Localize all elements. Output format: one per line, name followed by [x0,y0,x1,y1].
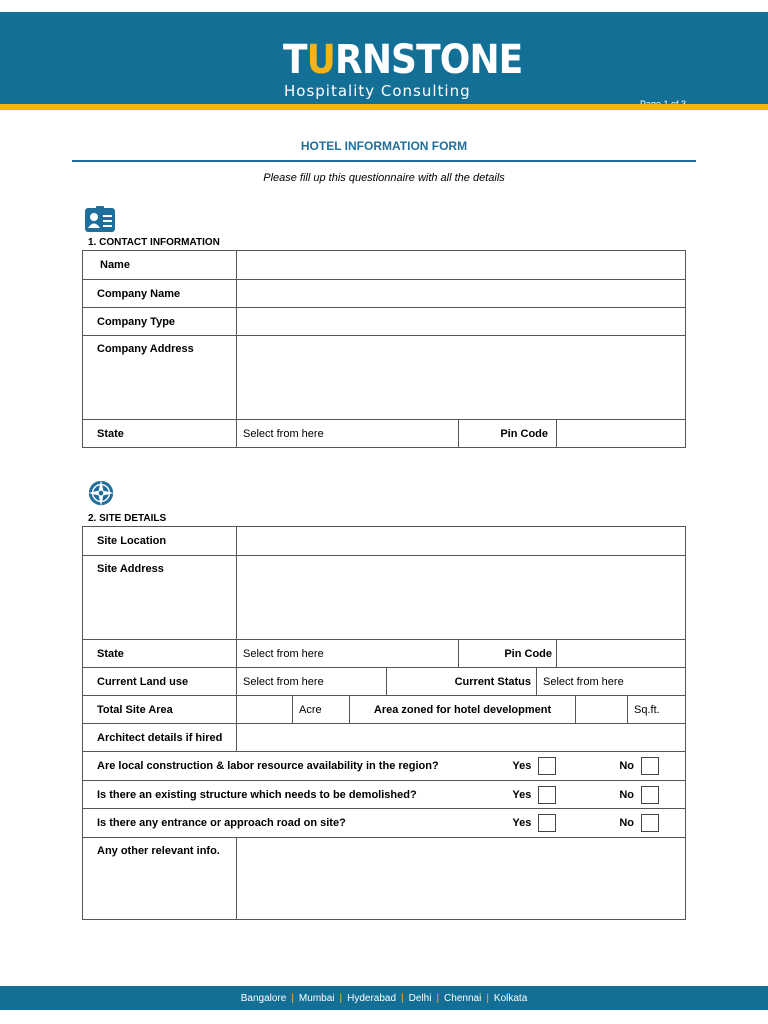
header-accent-stripe [0,104,768,110]
name-field[interactable] [236,251,685,279]
form-title: HOTEL INFORMATION FORM [300,139,468,153]
current-status-select[interactable]: Select from here [536,668,685,695]
site-address-field[interactable] [236,556,685,639]
table-row [83,419,685,447]
table-row [83,723,685,751]
yes-label: Yes [512,760,532,772]
title-divider [72,160,696,162]
city-kolkata: Kolkata [493,992,528,1004]
table-row [83,639,685,667]
contact-section-title: 1. CONTACT INFORMATION [88,237,220,248]
site-state-select[interactable]: Select from here [236,640,458,667]
yes-checkbox[interactable] [538,786,556,804]
contact-info-table [82,250,686,448]
total-site-area-label: Total Site Area [97,703,173,716]
site-pin-code-label: Pin Code [458,640,556,667]
site-pin-code-field[interactable] [556,640,685,667]
city-bangalore: Bangalore [240,992,287,1004]
zoned-area-field[interactable] [575,696,627,723]
table-row [83,251,685,279]
divider: | [339,992,343,1004]
site-address-label: Site Address [97,563,164,575]
no-checkbox[interactable] [641,786,659,804]
land-use-label: Current Land use [97,675,189,688]
pin-code-label: Pin Code [458,420,556,447]
other-info-field[interactable] [236,838,685,919]
no-checkbox[interactable] [641,814,659,832]
yes-checkbox[interactable] [538,757,556,775]
no-label: No [619,788,634,801]
city-delhi: Delhi [408,992,432,1004]
name-label: Name [100,259,130,271]
company-address-field[interactable] [236,336,685,419]
city-chennai: Chennai [444,992,482,1004]
state-label: State [97,427,124,440]
pin-code-field[interactable] [556,420,685,447]
question-approach-road: Is there any entrance or approach road on site? [97,817,346,829]
table-row [83,279,685,307]
company-address-label: Company Address [97,343,194,355]
logo-subtitle: Hospitality Consulting [284,82,471,100]
no-label: No [619,760,634,772]
yes-label: Yes [512,788,532,801]
table-row [83,780,685,808]
site-area-field[interactable] [236,696,292,723]
form-subtitle: Please fill up this questionnaire with all the details [263,172,505,184]
acre-unit: Acre [292,696,349,723]
state-select[interactable]: Select from here [236,420,458,447]
architect-field[interactable] [236,724,685,751]
contact-card-icon [84,205,116,235]
company-name-label: Company Name [97,287,181,300]
turnstone-logo [283,36,523,106]
architect-label: Architect details if hired [97,731,223,744]
no-label: No [619,817,634,829]
company-type-label: Company Type [97,315,176,328]
current-status-label: Current Status [386,668,536,695]
land-use-select[interactable]: Select from here [236,668,386,695]
question-construction: Are local construction & labor resource availability in the region? [97,760,439,772]
divider: | [401,992,404,1004]
divider: | [291,992,294,1004]
site-state-label: State [97,647,124,660]
site-section-title: 2. SITE DETAILS [88,513,167,524]
no-checkbox[interactable] [641,757,659,775]
table-row [83,307,685,335]
page-header [0,12,768,104]
city-hyderabad: Hyderabad [347,992,397,1004]
other-info-label: Any other relevant info. [97,845,220,857]
page-footer [0,986,768,1010]
site-details-table [82,526,686,920]
divider: | [436,992,440,1004]
logo-title: TURNSTONE [283,37,523,83]
table-row [83,667,685,695]
table-row [83,555,685,639]
table-row [83,808,685,837]
site-location-field[interactable] [236,527,685,555]
table-row [83,695,685,723]
table-row [83,527,685,555]
company-type-field[interactable] [236,308,685,335]
zoned-area-label: Area zoned for hotel development [349,696,575,723]
yes-checkbox[interactable] [538,814,556,832]
company-name-field[interactable] [236,280,685,307]
city-mumbai: Mumbai [298,992,335,1004]
table-row [83,335,685,419]
site-location-label: Site Location [97,535,167,547]
compass-icon [85,478,117,508]
sqft-unit: Sq.ft. [627,696,685,723]
yes-label: Yes [512,817,532,829]
table-row [83,837,685,919]
question-demolish: Is there an existing structure which needs to be demolished? [97,788,417,801]
table-row [83,751,685,780]
divider: | [486,992,489,1004]
